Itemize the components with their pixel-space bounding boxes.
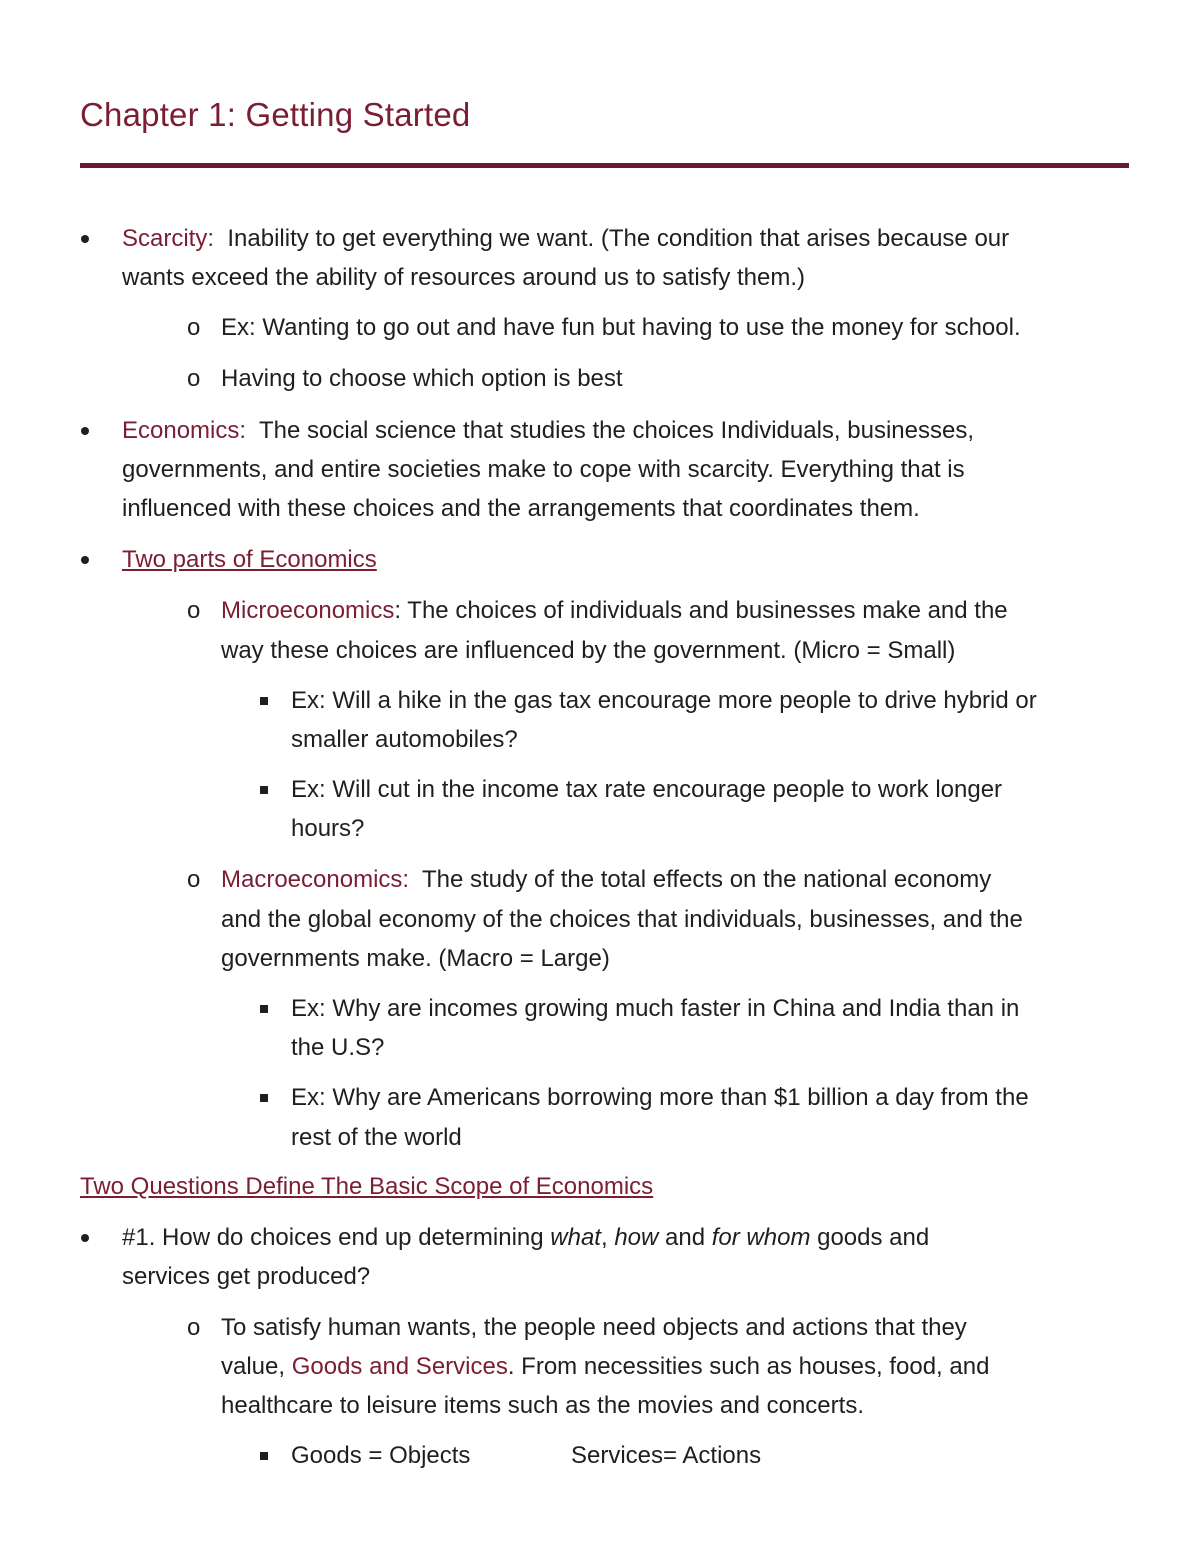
two-parts-heading: Two parts of Economics bbox=[122, 546, 377, 573]
macro-term: Macroeconomics: bbox=[221, 866, 410, 893]
macro-line-1 bbox=[221, 865, 991, 895]
macro-example-2-line-2: rest of the world bbox=[291, 1124, 462, 1151]
scarcity-line-2: wants exceed the ability of resources around us to satisfy them.) bbox=[122, 264, 806, 291]
sub-bullet-marker: o bbox=[187, 1314, 201, 1341]
question-1-for-whom: for whom bbox=[711, 1224, 811, 1251]
macro-line-2: and the global economy of the choices that individuals, businesses, and the bbox=[221, 906, 1023, 933]
macro-example-1-line-1: Ex: Why are incomes growing much faster in China and India than in bbox=[291, 995, 1020, 1022]
question-1-line-2: services get produced? bbox=[122, 1263, 371, 1290]
macro-text: The study of the total effects on the national economy bbox=[421, 866, 992, 893]
micro-term: Microeconomics bbox=[221, 597, 395, 624]
micro-example-1-line-2: smaller automobiles? bbox=[291, 726, 518, 753]
scarcity-choice: Having to choose which option is best bbox=[221, 365, 623, 392]
question-1-what: what bbox=[550, 1224, 601, 1251]
bullet-dot bbox=[81, 427, 89, 435]
bullet-dot bbox=[81, 235, 89, 243]
bullet-dot bbox=[81, 556, 89, 564]
services-definition: Services= Actions bbox=[571, 1442, 762, 1469]
goods-and-services-term: Goods and Services bbox=[291, 1353, 508, 1380]
bullet-square bbox=[260, 697, 268, 705]
micro-line-1 bbox=[221, 596, 1008, 626]
macro-line-3: governments make. (Macro = Large) bbox=[221, 945, 610, 972]
wants-line-2-pre: value, bbox=[221, 1353, 292, 1380]
two-questions-heading: Two Questions Define The Basic Scope of Economics bbox=[80, 1173, 654, 1200]
question-1-and: and bbox=[658, 1224, 712, 1251]
micro-line-2: way these choices are influenced by the government. (Micro = Small) bbox=[221, 637, 956, 664]
sub-bullet-marker: o bbox=[187, 314, 201, 341]
micro-example-2-line-1: Ex: Will cut in the income tax rate encourage people to work longer bbox=[291, 776, 1003, 803]
scarcity-line-1 bbox=[122, 224, 1009, 254]
question-1-comma: , bbox=[600, 1224, 615, 1251]
goods-definition: Goods = Objects bbox=[291, 1442, 471, 1469]
economics-line-3: influenced with these choices and the arrangements that coordinates them. bbox=[122, 495, 920, 522]
page-title: Chapter 1: Getting Started bbox=[80, 96, 471, 133]
bullet-square bbox=[260, 1452, 268, 1460]
wants-line-3: healthcare to leisure items such as the movies and concerts. bbox=[221, 1392, 864, 1419]
wants-line-2 bbox=[221, 1352, 989, 1382]
economics-text: The social science that studies the choices Individuals, businesses, bbox=[258, 417, 975, 444]
bullet-dot bbox=[81, 1234, 89, 1242]
question-1-pre: #1. How do choices end up determining bbox=[122, 1224, 551, 1251]
sub-bullet-marker: o bbox=[187, 597, 201, 624]
macro-example-2-line-1: Ex: Why are Americans borrowing more than $1 billion a day from the bbox=[291, 1084, 1029, 1111]
bullet-square bbox=[260, 786, 268, 794]
title-rule bbox=[80, 163, 1129, 168]
bullet-square bbox=[260, 1005, 268, 1013]
micro-example-1-line-1: Ex: Will a hike in the gas tax encourage more people to drive hybrid or bbox=[291, 687, 1037, 714]
macro-example-1-line-2: the U.S? bbox=[291, 1034, 385, 1061]
economics-line-1 bbox=[122, 416, 974, 446]
micro-text: : The choices of individuals and businesses make and the bbox=[394, 597, 1008, 624]
question-1-how: how bbox=[614, 1224, 659, 1251]
sub-bullet-marker: o bbox=[187, 365, 201, 392]
economics-term: Economics: bbox=[122, 417, 247, 444]
scarcity-term: Scarcity: bbox=[122, 225, 215, 252]
question-1-post: goods and bbox=[810, 1224, 930, 1251]
economics-line-2: governments, and entire societies make to cope with scarcity. Everything that is bbox=[122, 456, 965, 483]
wants-line-1: To satisfy human wants, the people need objects and actions that they bbox=[221, 1314, 967, 1341]
scarcity-text: Inability to get everything we want. (The condition that arises because our bbox=[227, 225, 1010, 252]
question-1-line-1 bbox=[122, 1223, 929, 1253]
sub-bullet-marker: o bbox=[187, 866, 201, 893]
micro-example-2-line-2: hours? bbox=[291, 815, 365, 842]
scarcity-example: Ex: Wanting to go out and have fun but having to use the money for school. bbox=[221, 314, 1021, 341]
wants-line-2-post: . From necessities such as houses, food, and bbox=[507, 1353, 990, 1380]
bullet-square bbox=[260, 1094, 268, 1102]
